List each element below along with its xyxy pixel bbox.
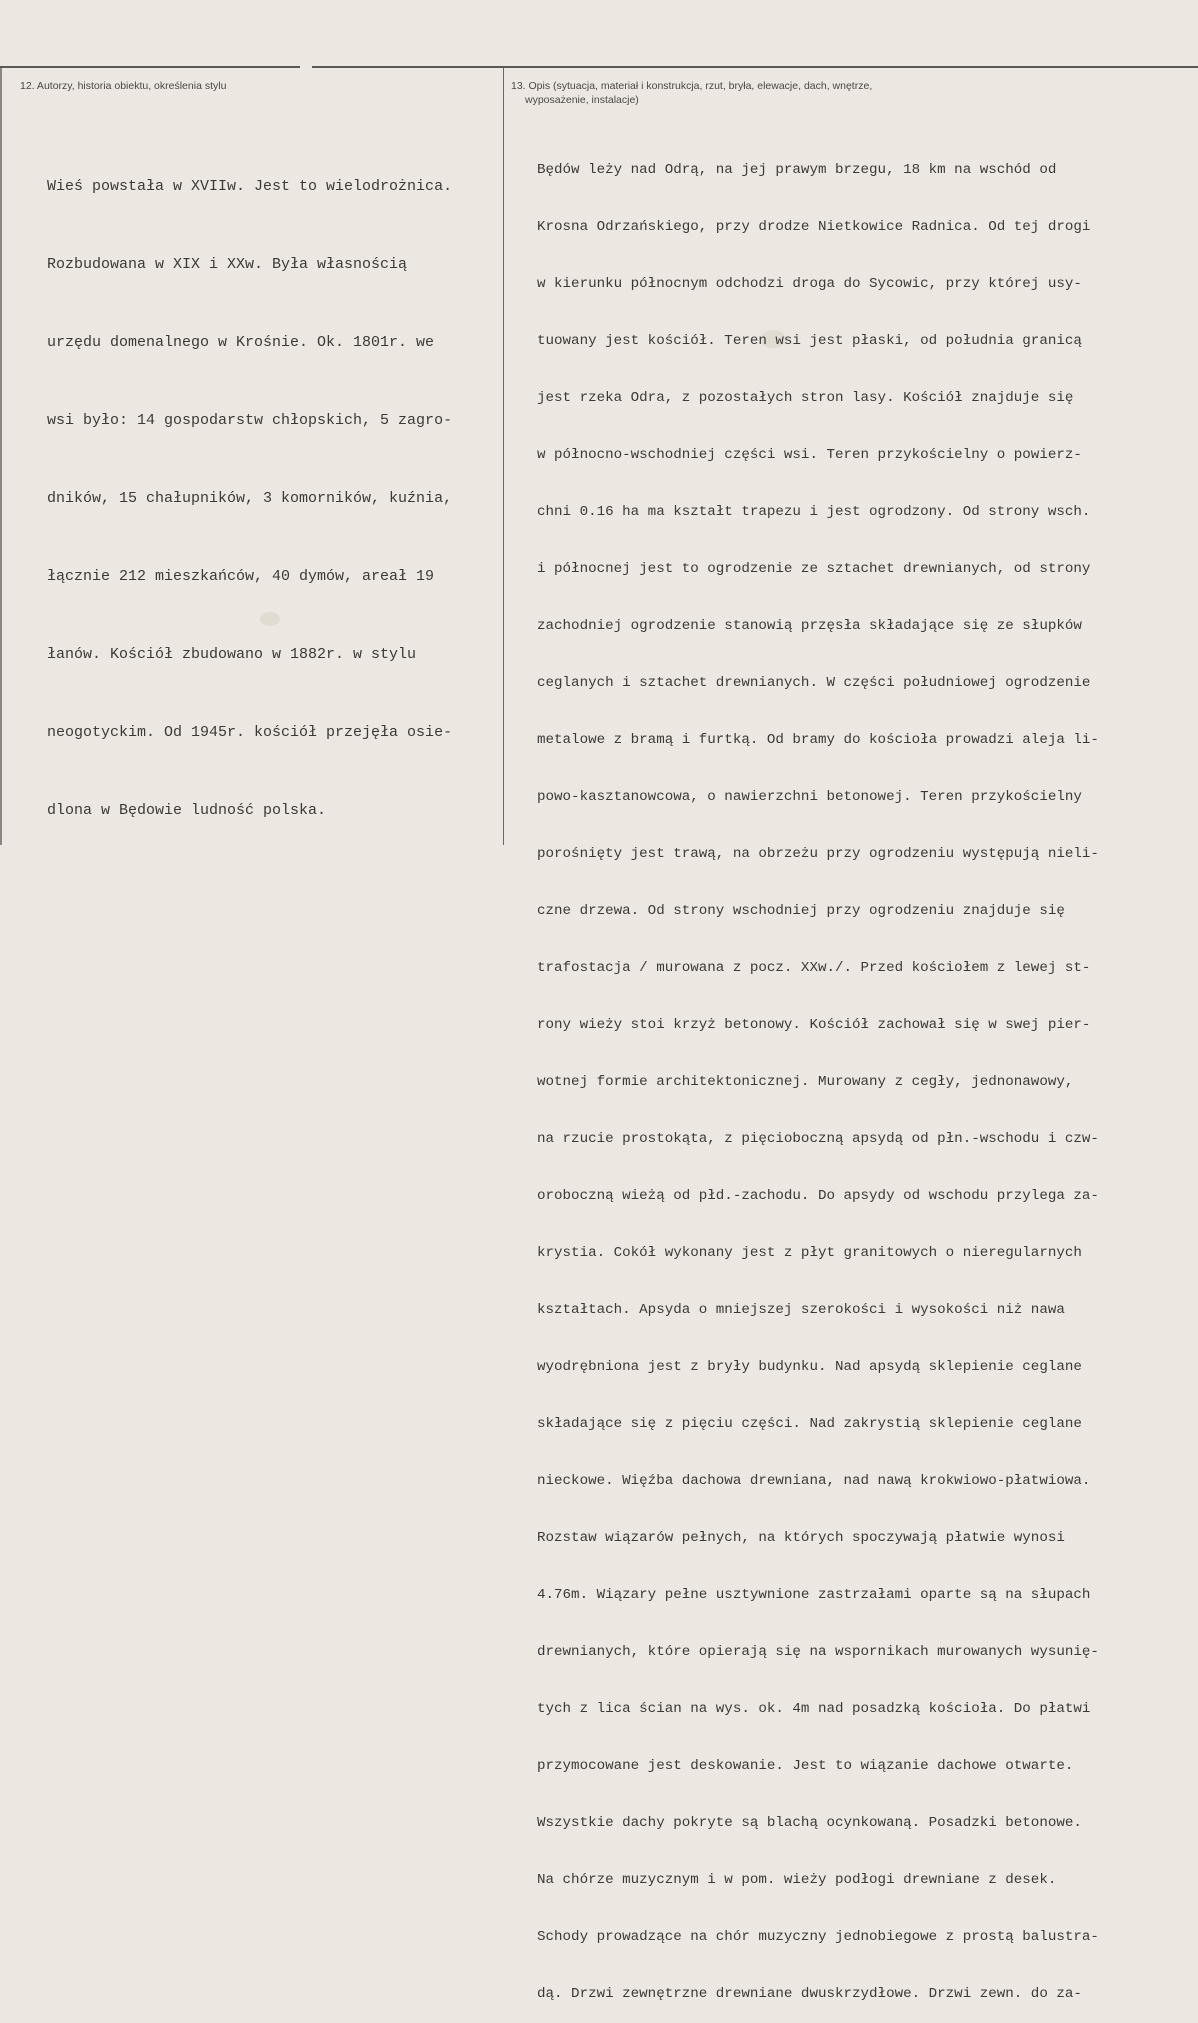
description-line: tuowany jest kościół. Teren wsi jest płaski, od południa granicą (537, 333, 1082, 349)
description-line: składające się z pięciu części. Nad zakrystią sklepienie ceglane (537, 1416, 1082, 1432)
description-line: w północno-wschodniej części wsi. Teren przykościelny o powierz- (537, 447, 1082, 463)
description-line: Wszystkie dachy pokryte są blachą ocynkowaną. Posadzki betonowe. (537, 1815, 1082, 1831)
history-line: dlona w Będowie ludność polska. (47, 802, 327, 819)
history-line: wsi było: 14 gospodarstw chłopskich, 5 zagro- (47, 412, 453, 429)
description-line: tych z lica ścian na wys. ok. 4m nad posadzką kościoła. Do płatwi (537, 1701, 1091, 1717)
description-line: Będów leży nad Odrą, na jej prawym brzegu, 18 km na wschód od (537, 162, 1057, 178)
description-line: powo-kasztanowcowa, o nawierzchni betonowej. Teren przykościelny (537, 789, 1082, 805)
section-13-label-line2: wyposażenie, instalacje) (525, 94, 639, 106)
history-line: Rozbudowana w XIX i XXw. Była własnością (47, 256, 408, 273)
description-line: kształtach. Apsyda o mniejszej szerokości i wysokości niż nawa (537, 1302, 1065, 1318)
description-line: nieckowe. Więźba dachowa drewniana, nad nawą krokwiowo-płatwiowa. (537, 1473, 1091, 1489)
description-line: drewnianych, które opierają się na wspornikach murowanych wysunię- (537, 1644, 1099, 1660)
description-line: ceglanych i sztachet drewnianych. W części południowej ogrodzenie (537, 675, 1091, 691)
description-line: Rozstaw wiązarów pełnych, na których spoczywają płatwie wynosi (537, 1530, 1065, 1546)
description-line: 4.76m. Wiązary pełne usztywnione zastrzałami oparte są na słupach (537, 1587, 1091, 1603)
description-line: rony wieży stoi krzyż betonowy. Kościół zachował się w swej pier- (537, 1017, 1091, 1033)
description-line: jest rzeka Odra, z pozostałych stron lasy. Kościół znajduje się (537, 390, 1074, 406)
section-12-header (20, 79, 490, 93)
column-divider (503, 68, 504, 845)
history-line: urzędu domenalnego w Krośnie. Ok. 1801r. we (47, 334, 435, 351)
section-13-label-line1: 13. Opis (sytuacja, materiał i konstrukcja, rzut, bryła, elewacje, dach, wnętrze, (511, 80, 873, 92)
history-line: Wieś powstała w XVIIw. Jest to wielodrożnica. (47, 178, 453, 195)
description-line: Schody prowadzące na chór muzyczny jednobiegowe z prostą balustra- (537, 1929, 1099, 1945)
description-line: dą. Drzwi zewnętrzne drewniane dwuskrzydłowe. Drzwi zewn. do za- (537, 1986, 1082, 2002)
top-rule-gap (300, 64, 312, 70)
description-line: oroboczną wieżą od płd.-zachodu. Do apsydy od wschodu przylega za- (537, 1188, 1099, 1204)
description-line: chni 0.16 ha ma kształt trapezu i jest ogrodzony. Od strony wsch. (537, 504, 1091, 520)
description-line: porośnięty jest trawą, na obrzeżu przy ogrodzeniu występują nieli- (537, 846, 1099, 862)
description-line: krystia. Cokół wykonany jest z płyt granitowych o nieregularnych (537, 1245, 1082, 1261)
description-line: wyodrębniona jest z bryły budynku. Nad apsydą sklepienie ceglane (537, 1359, 1082, 1375)
description-line: czne drzewa. Od strony wschodniej przy ogrodzeniu znajduje się (537, 903, 1065, 919)
description-text (537, 123, 1099, 2023)
description-line: zachodniej ogrodzenie stanowią przęsła składające się ze słupków (537, 618, 1082, 634)
section-12-label: 12. Autorzy, historia obiektu, określenia stylu (20, 80, 227, 92)
top-rule (0, 66, 1198, 68)
left-rule (0, 68, 2, 845)
description-line: przymocowane jest deskowanie. Jest to wiązanie dachowe otwarte. (537, 1758, 1074, 1774)
history-line: dników, 15 chałupników, 3 komorników, kuźnia, (47, 490, 453, 507)
description-line: na rzucie prostokąta, z pięcioboczną apsydą od płn.-wschodu i czw- (537, 1131, 1099, 1147)
description-line: w kierunku północnym odchodzi droga do Sycowic, przy której usy- (537, 276, 1082, 292)
description-line: wotnej formie architektonicznej. Murowany z cegły, jednonawowy, (537, 1074, 1074, 1090)
history-line: łanów. Kościół zbudowano w 1882r. w stylu (47, 646, 417, 663)
description-line: Krosna Odrzańskiego, przy drodze Nietkowice Radnica. Od tej drogi (537, 219, 1091, 235)
section-13-header (511, 79, 1031, 107)
history-line: neogotyckim. Od 1945r. kościół przejęła osie- (47, 724, 453, 741)
description-line: i północnej jest to ogrodzenie ze sztachet drewnianych, od strony (537, 561, 1091, 577)
history-line: łącznie 212 mieszkańców, 40 dymów, areał 19 (47, 568, 435, 585)
description-line: Na chórze muzycznym i w pom. wieży podłogi drewniane z desek. (537, 1872, 1057, 1888)
history-text (47, 122, 452, 850)
description-line: metalowe z bramą i furtką. Od bramy do kościoła prowadzi aleja li- (537, 732, 1099, 748)
description-line: trafostacja / murowana z pocz. XXw./. Przed kościołem z lewej st- (537, 960, 1091, 976)
